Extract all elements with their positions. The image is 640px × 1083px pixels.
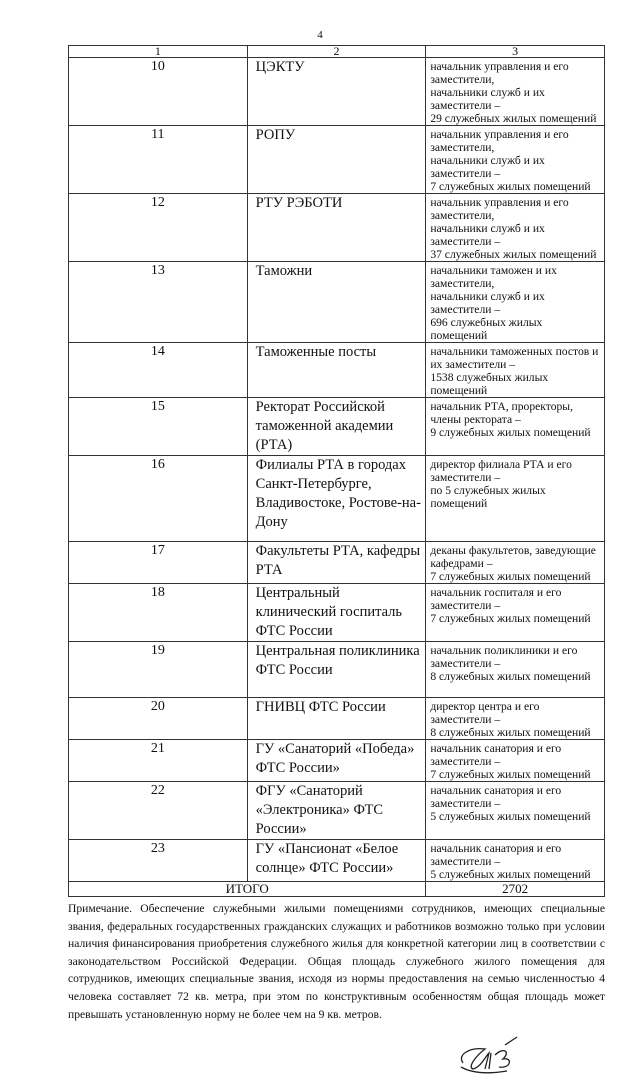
table-row: [69, 126, 605, 194]
allocation-cell: [426, 740, 605, 782]
allocation-line: начальник управления и его заместители,: [430, 196, 569, 222]
organization-name: Ректорат Российской таможенной академии (РТА): [247, 398, 426, 456]
allocation-line: 8 служебных жилых помещений: [430, 726, 591, 739]
allocation-line: начальник санатория и его заместители –: [430, 842, 562, 868]
organization-name: ЦЭКТУ: [247, 58, 426, 126]
allocation-line: начальники таможен и их заместители,: [430, 264, 557, 290]
row-number: 15: [69, 398, 248, 456]
allocation-cell: [426, 58, 605, 126]
organization-name: Таможни: [247, 262, 426, 343]
allocation-line: начальники таможенных постов и их заместители –: [430, 345, 599, 371]
organization-name: РОПУ: [247, 126, 426, 194]
organization-name: Центральный клинический госпиталь ФТС России: [247, 584, 426, 642]
signature: [455, 1033, 525, 1083]
row-number: 23: [69, 840, 248, 882]
allocation-line: начальники служб и их заместители –: [430, 290, 545, 316]
allocation-cell: [426, 584, 605, 642]
total-row: [69, 882, 605, 897]
allocation-line: начальник санатория и его заместители –: [430, 784, 562, 810]
allocation-line: 9 служебных жилых помещений: [430, 426, 591, 439]
table-row: [69, 542, 605, 584]
allocation-cell: [426, 840, 605, 882]
allocation-line: по 5 служебных жилых помещений: [430, 484, 546, 510]
allocation-line: начальник управления и его заместители,: [430, 128, 569, 154]
table-row: [69, 584, 605, 642]
allocation-line: 5 служебных жилых помещений: [430, 810, 591, 823]
table-row: [69, 456, 605, 542]
total-value: 2702: [426, 882, 605, 897]
column-header: 1: [69, 46, 248, 58]
row-number: 18: [69, 584, 248, 642]
allocation-line: 696 служебных жилых помещений: [430, 316, 543, 342]
allocation-cell: [426, 126, 605, 194]
allocation-line: 8 служебных жилых помещений: [430, 670, 591, 683]
allocation-line: 7 служебных жилых помещений: [430, 570, 591, 583]
allocation-line: начальник санатория и его заместители –: [430, 742, 562, 768]
allocation-line: начальники служб и их заместители –: [430, 86, 545, 112]
row-number: 12: [69, 194, 248, 262]
table-row: [69, 840, 605, 882]
table-row: [69, 343, 605, 398]
table-row: [69, 740, 605, 782]
total-label: ИТОГО: [69, 882, 426, 897]
row-number: 19: [69, 642, 248, 698]
row-number: 22: [69, 782, 248, 840]
allocation-cell: [426, 398, 605, 456]
allocation-cell: [426, 456, 605, 542]
allocation-line: 5 служебных жилых помещений: [430, 868, 591, 881]
allocation-cell: [426, 698, 605, 740]
allocation-line: начальники служб и их заместители –: [430, 154, 545, 180]
organization-name: РТУ РЭБОТИ: [247, 194, 426, 262]
allocation-line: начальник госпиталя и его заместители –: [430, 586, 562, 612]
allocation-line: деканы факультетов, заведующие кафедрами –: [430, 544, 596, 570]
allocation-line: 7 служебных жилых помещений: [430, 768, 591, 781]
table-row: [69, 698, 605, 740]
column-header: 2: [247, 46, 426, 58]
allocation-line: 7 служебных жилых помещений: [430, 180, 591, 193]
allocation-line: 1538 служебных жилых помещений: [430, 371, 549, 397]
organization-name: ГУ «Пансионат «Белое солнце» ФТС России»: [247, 840, 426, 882]
allocation-line: начальник поликлиники и его заместители –: [430, 644, 578, 670]
row-number: 16: [69, 456, 248, 542]
column-header: 3: [426, 46, 605, 58]
row-number: 14: [69, 343, 248, 398]
organization-name: ГНИВЦ ФТС России: [247, 698, 426, 740]
allocation-cell: [426, 782, 605, 840]
note-paragraph: Примечание. Обеспечение служебными жилыми помещениями сотрудников, имеющих специальные звания, федеральных государственных гражданских служащих и работников возможно только при условии наличия финансирования приобретения служебного жилья для конкретной категории лиц в соответствии с законодательством Российской Федерации. Общая площадь служебного жилого помещения для сотрудников, имеющих специальные звания, исходя из нормы предоставления на семью численностью 4 человека составляет 72 кв. метра, при этом по конструктивным особенностям общая площадь может превышать установленную норму не более чем на 9 кв. метров.: [68, 902, 605, 1021]
allocation-line: 29 служебных жилых помещений: [430, 112, 597, 125]
row-number: 11: [69, 126, 248, 194]
organization-name: Факультеты РТА, кафедры РТА: [247, 542, 426, 584]
allocation-cell: [426, 642, 605, 698]
table-row: [69, 782, 605, 840]
organization-name: Филиалы РТА в городах Санкт-Петербурге, Владивостоке, Ростове-на-Дону: [247, 456, 426, 542]
allocation-line: начальник управления и его заместители,: [430, 60, 569, 86]
table-row: [69, 58, 605, 126]
allocation-line: 7 служебных жилых помещений: [430, 612, 591, 625]
row-number: 13: [69, 262, 248, 343]
allocation-cell: [426, 343, 605, 398]
row-number: 21: [69, 740, 248, 782]
allocation-cell: [426, 262, 605, 343]
organization-name: Центральная поликлиника ФТС России: [247, 642, 426, 698]
allocation-line: начальники служб и их заместители –: [430, 222, 545, 248]
table-row: [69, 398, 605, 456]
housing-table: [68, 45, 605, 897]
table-row: [69, 262, 605, 343]
allocation-line: 37 служебных жилых помещений: [430, 248, 597, 261]
row-number: 20: [69, 698, 248, 740]
table-row: [69, 642, 605, 698]
table-header-row: [69, 46, 605, 58]
allocation-line: директор центра и его заместители –: [430, 700, 540, 726]
table-row: [69, 194, 605, 262]
allocation-cell: [426, 194, 605, 262]
row-number: 17: [69, 542, 248, 584]
allocation-line: начальник РТА, проректоры, члены ректората –: [430, 400, 573, 426]
organization-name: Таможенные посты: [247, 343, 426, 398]
organization-name: ГУ «Санаторий «Победа» ФТС России»: [247, 740, 426, 782]
page-number: 4: [317, 29, 323, 41]
row-number: 10: [69, 58, 248, 126]
allocation-cell: [426, 542, 605, 584]
organization-name: ФГУ «Санаторий «Электроника» ФТС России»: [247, 782, 426, 840]
allocation-line: директор филиала РТА и его заместители –: [430, 458, 572, 484]
